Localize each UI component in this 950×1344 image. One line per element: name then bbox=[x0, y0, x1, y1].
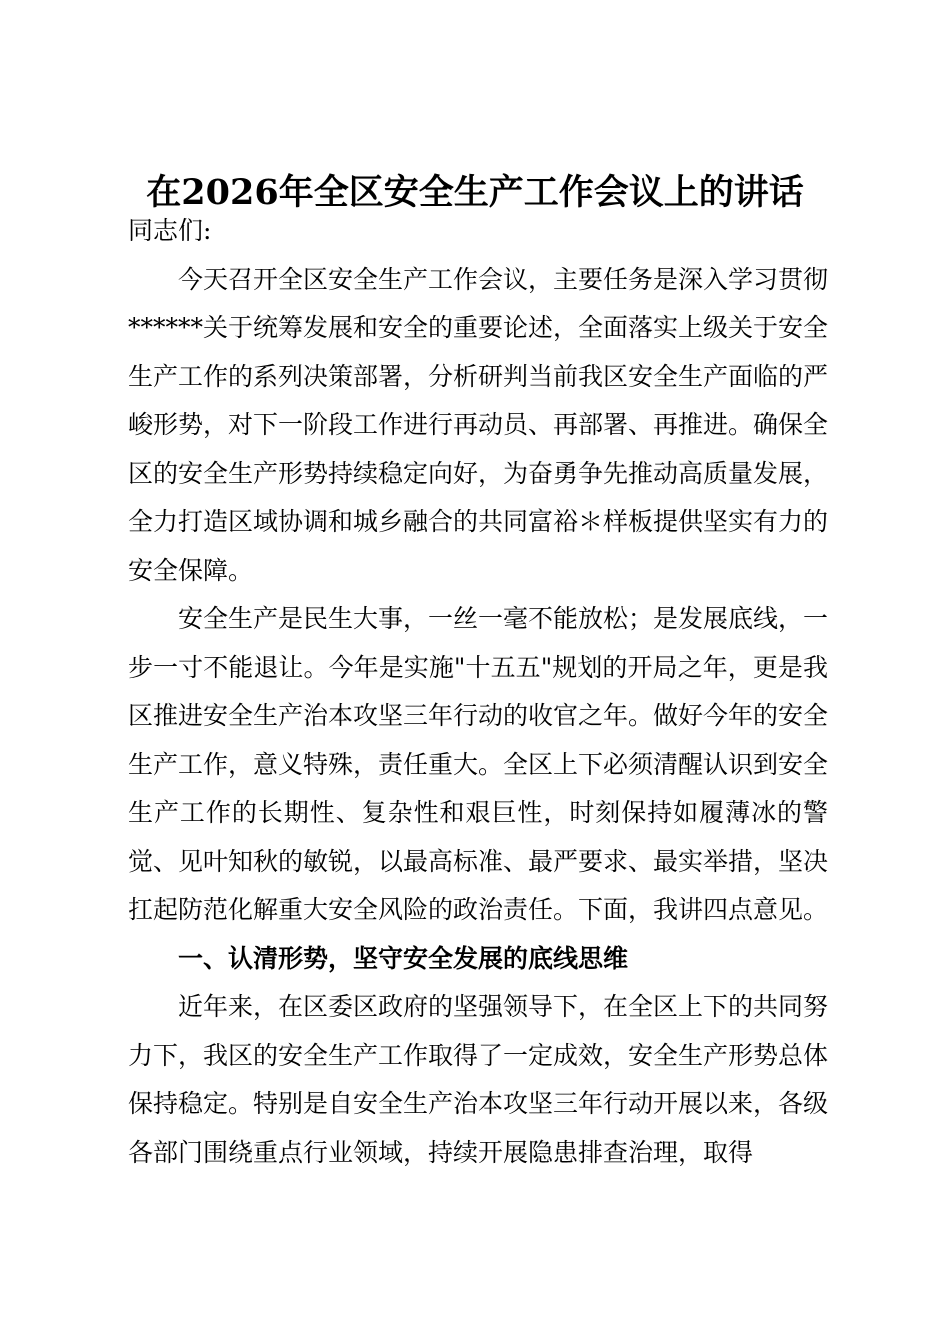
document-title: 在2026年全区安全生产工作会议上的讲话 bbox=[146, 172, 804, 213]
section-heading: 一、认清形势，坚守安全发展的底线思维 bbox=[178, 943, 629, 973]
greeting: 同志们: bbox=[128, 216, 212, 245]
paragraph-importance: 安全生产是民生大事，一丝一毫不能放松；是发展底线，一步一寸不能退让。今年是实施"十五五"规划的开局之年，更是我区推进安全生产治本攻坚三年行动的收官之年。做好今年的安全生产工作，意义特殊，责任重大。全区上下必须清醒认识到安全生产工作的长期性、复杂性和艰巨性，时刻保持如履薄冰的警觉、见叶知秋的敏锐，以最高标准、最严要求、最实举措，坚决扛起防范化解重大安全风险的政治责任。下面，我讲四点意见。 bbox=[128, 604, 829, 924]
paragraph-intro: 今天召开全区安全生产工作会议，主要任务是深入学习贯彻******关于统筹发展和安全的重要论述，全面落实上级关于安全生产工作的系列决策部署，分析研判当前我区安全生产面临的严峻形势，对下一阶段工作进行再动员、再部署、再推进。确保全区的安全生产形势持续稳定向好，为奋勇争先推动高质量发展，全力打造区域协调和城乡融合的共同富裕＊样板提供坚实有力的安全保障。 bbox=[128, 264, 829, 585]
document-body bbox=[128, 207, 828, 1177]
section-paragraph: 近年来，在区委区政府的坚强领导下，在全区上下的共同努力下，我区的安全生产工作取得了一定成效，安全生产形势总体保持稳定。特别是自安全生产治本攻坚三年行动开展以来，各级各部门围绕重点行业领域，持续开展隐患排查治理，取得 bbox=[128, 992, 829, 1167]
